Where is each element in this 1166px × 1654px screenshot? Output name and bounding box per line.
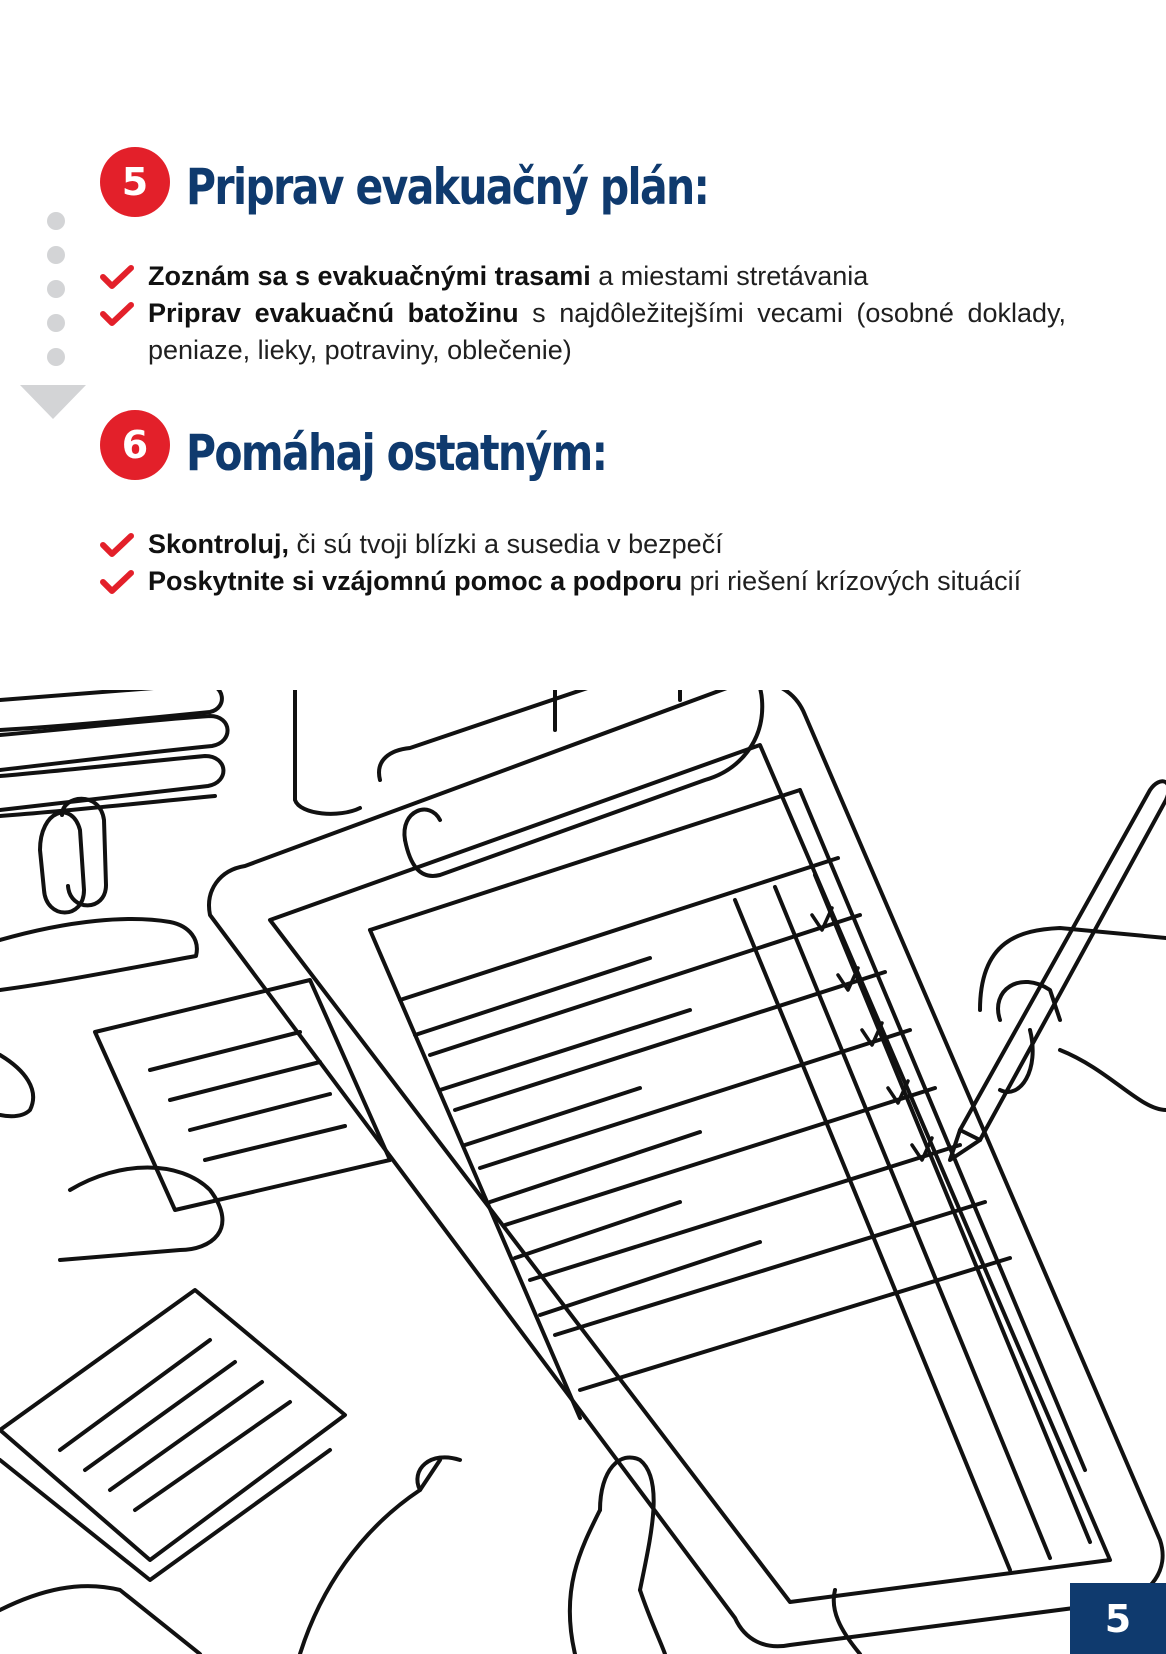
dot	[47, 348, 65, 366]
dot	[47, 314, 65, 332]
notepad	[0, 1290, 345, 1580]
list-item	[100, 295, 1066, 369]
pen	[950, 781, 1166, 1160]
object-edge	[0, 1586, 200, 1654]
list-item	[100, 563, 1066, 600]
dot	[47, 246, 65, 264]
page-number	[1070, 1583, 1166, 1654]
list-item	[100, 258, 1066, 295]
section-title: Priprav evakuačný plán:	[186, 158, 709, 216]
item-text: a miestami stretávania	[590, 261, 869, 291]
section-number-badge	[100, 147, 170, 217]
checkmark-icon	[100, 532, 134, 558]
checkmark-icon	[100, 301, 134, 327]
table-columns	[735, 875, 1090, 1570]
dot	[47, 280, 65, 298]
item-bold-text: Skontroluj,	[148, 529, 289, 559]
object-edge	[0, 1055, 33, 1116]
section-number: 5	[121, 160, 149, 204]
object-edge	[834, 1590, 860, 1654]
checklist	[100, 258, 1066, 369]
page-number-text: 5	[1104, 1596, 1132, 1641]
list-item	[100, 526, 1066, 563]
section-number: 6	[121, 423, 149, 467]
progress-dots	[42, 212, 70, 382]
towel	[0, 919, 197, 990]
tissue-pack	[40, 799, 106, 913]
right-hand	[980, 928, 1166, 1110]
section-title: Pomáhaj ostatným:	[186, 424, 607, 482]
soap-bar	[60, 1168, 222, 1261]
folded-clothes	[0, 690, 228, 816]
item-text: či sú tvoji blízki a susedia v bezpečí	[289, 529, 723, 559]
clipboard-clip	[379, 690, 762, 876]
checkmark-icon	[100, 264, 134, 290]
dot	[47, 212, 65, 230]
down-arrow-icon	[20, 385, 86, 419]
item-text: s najdôležitejšími vecami (osobné doklady, peniaze, lieky, potraviny, oblečenie)	[148, 298, 1067, 365]
left-hand	[300, 1457, 665, 1654]
section-number-badge	[100, 410, 170, 480]
item-bold-text: Priprav evakuačnú batožinu	[148, 298, 519, 328]
item-bold-text: Zoznám sa s evakuačnými trasami	[148, 261, 591, 291]
clipboard-checklist-illustration	[0, 690, 1166, 1654]
item-text: pri riešení krízových situácií	[682, 566, 1022, 596]
checkmark-icon	[100, 569, 134, 595]
checklist	[100, 526, 1066, 600]
item-bold-text: Poskytnite si vzájomnú pomoc a podporu	[148, 566, 683, 596]
